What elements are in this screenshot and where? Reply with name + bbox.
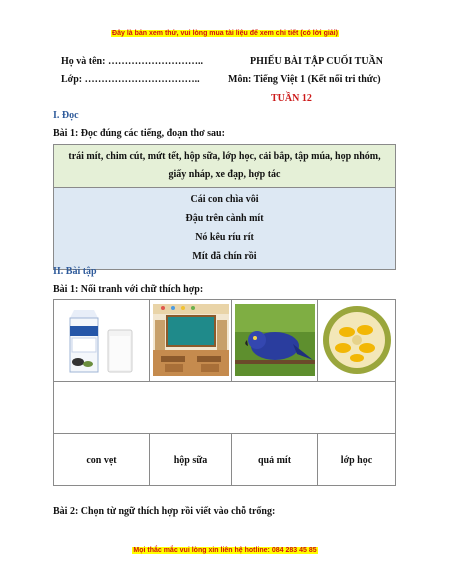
poem-line: Đậu trên cành mít [185, 213, 264, 224]
section-reading-heading: I. Đọc [53, 110, 79, 121]
word-cell: con vẹt [86, 454, 117, 466]
image-cell [54, 300, 149, 381]
image-cell [231, 300, 317, 381]
fill-in-exercise-2: Bài 2: Chọn từ ngữ thích hợp rồi viết vào chỗ trống: [53, 506, 276, 517]
parrot-picture [235, 304, 315, 376]
matching-exercise-1: Bài 1: Nối tranh với chữ thích hợp: [53, 284, 204, 295]
worksheet-title: PHIẾU BÀI TẬP CUỐI TUẦN [250, 56, 383, 67]
reading-table [53, 144, 396, 270]
word-cell: hộp sữa [149, 434, 231, 486]
top-preview-banner: Đây là bản xem thử, vui lòng mua tài liệu để xem chi tiết (có lời giải) [112, 30, 338, 37]
jackfruit-picture [321, 304, 393, 376]
image-cell [149, 300, 231, 381]
student-name-line: Họ và tên: ……………………….. [61, 56, 203, 67]
matching-table [53, 299, 396, 486]
classroom-picture [153, 304, 229, 376]
word-row [54, 433, 395, 486]
reading-exercise-1: Bài 1: Đọc đúng các tiếng, đoạn thơ sau: [53, 128, 225, 139]
milk-picture [58, 304, 145, 376]
student-class-line: Lớp: …………………………….. [61, 74, 200, 85]
word-cell: quả mít [231, 434, 317, 486]
image-row [54, 300, 395, 382]
reading-poem [54, 188, 395, 269]
word-cell: lớp học [317, 434, 395, 486]
section-exercises-heading: II. Bài tập [53, 266, 97, 277]
poem-line: Nó kêu ríu rít [195, 232, 254, 243]
poem-line: Mít đã chín rồi [192, 251, 257, 262]
subject-line: Môn: Tiếng Việt 1 (Kết nối tri thức) [228, 74, 381, 85]
reading-words: trái mít, chim cút, mứt tết, hộp sữa, lớp học, cải bắp, tập múa, họp nhóm, giấy nháp, xe đạp, hợp tác [54, 145, 395, 188]
week-label: TUẦN 12 [271, 93, 312, 104]
poem-line: Cái con chìa vôi [190, 194, 259, 205]
image-cell [317, 300, 395, 381]
bottom-hotline-banner: Mọi thắc mắc vui lòng xin liên hệ hotline: 084 283 45 85 [133, 547, 317, 554]
